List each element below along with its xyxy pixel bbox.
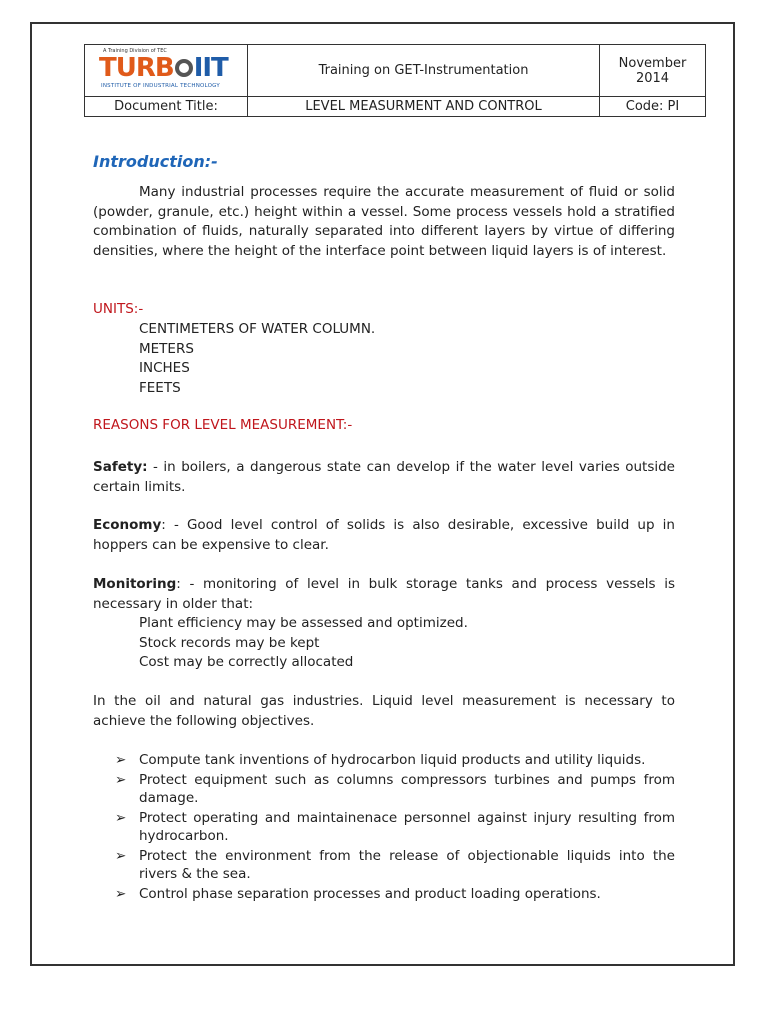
bullet-arrow-icon: ➢ — [115, 847, 127, 864]
monitoring-paragraph: Monitoring: - monitoring of level in bulk storage tanks and process vessels is necessary in older that: — [93, 576, 675, 612]
document-header-table — [84, 44, 706, 117]
list-item: METERS — [139, 340, 194, 357]
bullet-arrow-icon: ➢ — [115, 752, 127, 768]
list-item: Plant efficiency may be assessed and optimized. — [139, 615, 468, 631]
safety-paragraph: Safety: - in boilers, a dangerous state can develop if the water level varies outside certain limits. — [93, 459, 675, 495]
list-item: ➢ Protect equipment such as columns compressors turbines and pumps from damage. — [115, 771, 675, 806]
list-item: Stock records may be kept — [139, 634, 320, 651]
economy-paragraph: Economy: - Good level control of solids is also desirable, excessive build up in hoppers can be expensive to clear. — [93, 517, 675, 553]
monitoring-list — [139, 614, 468, 673]
doc-title-label: Document Title: — [85, 97, 248, 117]
training-title: Training on GET-Instrumentation — [248, 45, 600, 97]
economy-label: Economy — [93, 517, 162, 533]
list-item: ➢ Protect operating and maintainenace personnel against injury resulting from hydrocarbon. — [115, 809, 675, 844]
oil-gas-paragraph: In the oil and natural gas industries. Liquid level measurement is necessary to achieve the following objectives. — [93, 693, 675, 729]
logo-subtitle: INSTITUTE OF INDUSTRIAL TECHNOLOGY — [101, 83, 220, 89]
bullet-arrow-icon: ➢ — [115, 809, 127, 826]
date-cell — [600, 45, 706, 97]
list-item: ➢ Compute tank inventions of hydrocarbon liquid products and utility liquids. — [115, 752, 646, 768]
doc-title: LEVEL MEASURMENT AND CONTROL — [248, 97, 600, 117]
turbo-iit-logo: TURB IIT — [99, 53, 228, 83]
units-list — [139, 320, 375, 398]
list-item: ➢ Protect the environment from the release of objectionable liquids into the rivers & the sea. — [115, 847, 675, 882]
objectives-list — [115, 751, 675, 904]
list-item: INCHES — [139, 360, 190, 376]
monitoring-label: Monitoring — [93, 576, 177, 592]
intro-heading: Introduction:- — [93, 152, 218, 171]
date-year: 2014 — [635, 70, 670, 86]
intro-paragraph: Many industrial processes require the accurate measurement of fluid or solid (powder, granule, etc.) height within a vessel. Some process vessels hold a stratified combination of fluids, naturally separated into different layers by virtue of differing densities, where the height of the interface point between liquid layers is of interest. — [93, 184, 675, 259]
list-item: CENTIMETERS OF WATER COLUMN. — [139, 321, 376, 337]
doc-code: Code: PI — [600, 97, 706, 117]
date-month: November — [618, 55, 687, 71]
list-item: Cost may be correctly allocated — [139, 654, 354, 670]
gear-icon — [175, 59, 193, 77]
bullet-arrow-icon: ➢ — [115, 885, 127, 902]
bullet-arrow-icon: ➢ — [115, 771, 127, 788]
units-heading: UNITS:- — [93, 301, 144, 317]
reasons-heading: REASONS FOR LEVEL MEASUREMENT:- — [93, 417, 353, 433]
logo-tagline: A Training Division of TEC — [103, 48, 167, 54]
logo-cell — [85, 45, 248, 97]
safety-label: Safety: — [93, 459, 148, 475]
list-item: FEETS — [139, 379, 181, 396]
list-item: ➢ Control phase separation processes and product loading operations. — [115, 885, 601, 902]
